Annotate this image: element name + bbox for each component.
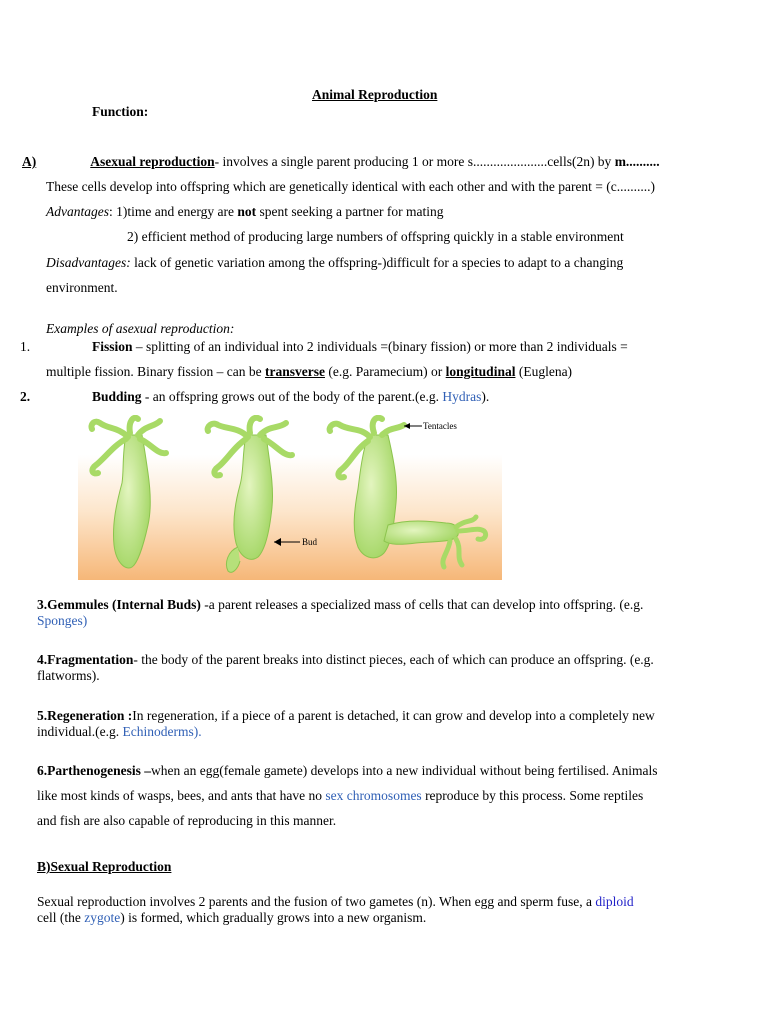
advantages-line-2: 2) efficient method of producing large numbers of offspring quickly in a stable environment — [127, 229, 624, 244]
parthenogenesis-text: when an egg(female gamete) develops into a new individual without being fertilised. Animals — [151, 763, 658, 778]
advantage-1-not: not — [237, 204, 257, 219]
function-label: Function: — [92, 104, 149, 119]
fission-line-2-mid: (e.g. Paramecium) or — [324, 364, 446, 379]
sexual-line-2-end: ) is formed, which gradually grows into a new organism. — [120, 910, 427, 925]
regeneration-line-1 — [37, 707, 655, 724]
gemmules-line-2 — [37, 612, 87, 629]
budding-number: 2. — [20, 389, 31, 404]
asexual-definition: - involves a single parent producing 1 or more s......................cells(2n) by — [214, 154, 615, 169]
hydras-link[interactable]: Hydras — [442, 389, 482, 404]
budding-line — [92, 388, 489, 405]
parthenogenesis-term: 6.Parthenogenesis – — [37, 763, 151, 778]
disadvantages-line — [46, 254, 623, 271]
zygote-link[interactable]: zygote — [84, 910, 121, 925]
gemmules-end: ) — [82, 613, 88, 628]
hydra-budding-figure — [78, 415, 502, 580]
advantage-1-text-end: spent seeking a partner for mating — [256, 204, 444, 219]
budding-end: ). — [481, 389, 490, 404]
advantages-label: Advantages — [46, 204, 109, 219]
bud-label: Bud — [302, 537, 318, 547]
parthenogenesis-line-2-end: reproduce by this process. Some reptiles — [421, 788, 644, 803]
asexual-line-2: These cells develop into offspring which are genetically identical with each other and with the parent = (c..........) — [46, 179, 656, 194]
advantages-line-1 — [46, 203, 444, 220]
fragmentation-line-1 — [37, 651, 654, 668]
sexual-line-1-text: Sexual reproduction involves 2 parents and the fusion of two gametes (n). When egg and sperm fuse, a — [37, 894, 596, 909]
parthenogenesis-line-2-text: like most kinds of wasps, bees, and ants that have no — [37, 788, 326, 803]
fission-line-1 — [92, 338, 628, 355]
disadvantages-label: Disadvantages: — [46, 255, 131, 270]
asexual-heading: Asexual reproduction — [90, 154, 215, 169]
gemmules-text: -a parent releases a specialized mass of cells that can develop into offspring. (e.g. — [200, 597, 644, 612]
regeneration-end: ). — [193, 724, 202, 739]
regeneration-line-2 — [37, 723, 202, 740]
gemmules-term: 3.Gemmules (Internal Buds) — [37, 597, 201, 612]
fission-line-2-end: (Euglena) — [515, 364, 573, 379]
fission-term: Fission — [92, 339, 133, 354]
tentacles-label: Tentacles — [423, 421, 457, 431]
advantage-1-text: : 1)time and energy are — [109, 204, 238, 219]
budding-term: Budding — [92, 389, 142, 404]
fragmentation-text: - the body of the parent breaks into distinct pieces, each of which can produce an offspring. (e.g. — [133, 652, 654, 667]
page-title: Animal Reproduction — [312, 87, 438, 102]
fragmentation-term: 4.Fragmentation — [37, 652, 134, 667]
transverse-term: transverse — [264, 364, 325, 379]
sexual-line-2-text: cell (the — [37, 910, 85, 925]
gemmules-line-1 — [37, 596, 643, 613]
parthenogenesis-line-2 — [37, 787, 643, 804]
parthenogenesis-line-1 — [37, 762, 658, 779]
longitudinal-term: longitudinal — [445, 364, 516, 379]
sponges-link[interactable]: Sponges — [37, 613, 83, 628]
fission-line-2-text: multiple fission. Binary fission – can be — [46, 364, 265, 379]
sexual-line-2 — [37, 909, 426, 926]
disadvantages-text: lack of genetic variation among the offspring-)difficult for a species to adapt to a changing — [130, 255, 624, 270]
parthenogenesis-line-3: and fish are also capable of reproducing in this manner. — [37, 813, 337, 828]
budding-text: - an offspring grows out of the body of the parent.(e.g. — [141, 389, 443, 404]
disadvantages-line-2: environment. — [46, 280, 118, 295]
echinoderms-link[interactable]: Echinoderms — [122, 724, 194, 739]
regeneration-text: In regeneration, if a piece of a parent is detached, it can grow and develop into a completely new — [132, 708, 655, 723]
regeneration-term: 5.Regeneration : — [37, 708, 133, 723]
fragmentation-line-2: flatworms). — [37, 668, 100, 683]
diploid-link[interactable]: diploid — [595, 894, 634, 909]
regeneration-line-2-text: individual.(e.g. — [37, 724, 123, 739]
examples-heading: Examples of asexual reproduction: — [46, 321, 235, 336]
fission-text: – splitting of an individual into 2 individuals =(binary fission) or more than 2 individuals = — [132, 339, 628, 354]
hydra-illustration — [78, 415, 502, 580]
asexual-line-1 — [22, 153, 660, 170]
asexual-blank-m: m.......... — [614, 154, 660, 169]
section-a-marker: A) — [22, 154, 37, 169]
sex-chromosomes-link[interactable]: sex chromosomes — [325, 788, 422, 803]
sexual-reproduction-heading: B)Sexual Reproduction — [37, 859, 172, 874]
sexual-line-1 — [37, 893, 634, 910]
fission-number: 1. — [20, 339, 31, 354]
fission-line-2 — [46, 363, 572, 380]
